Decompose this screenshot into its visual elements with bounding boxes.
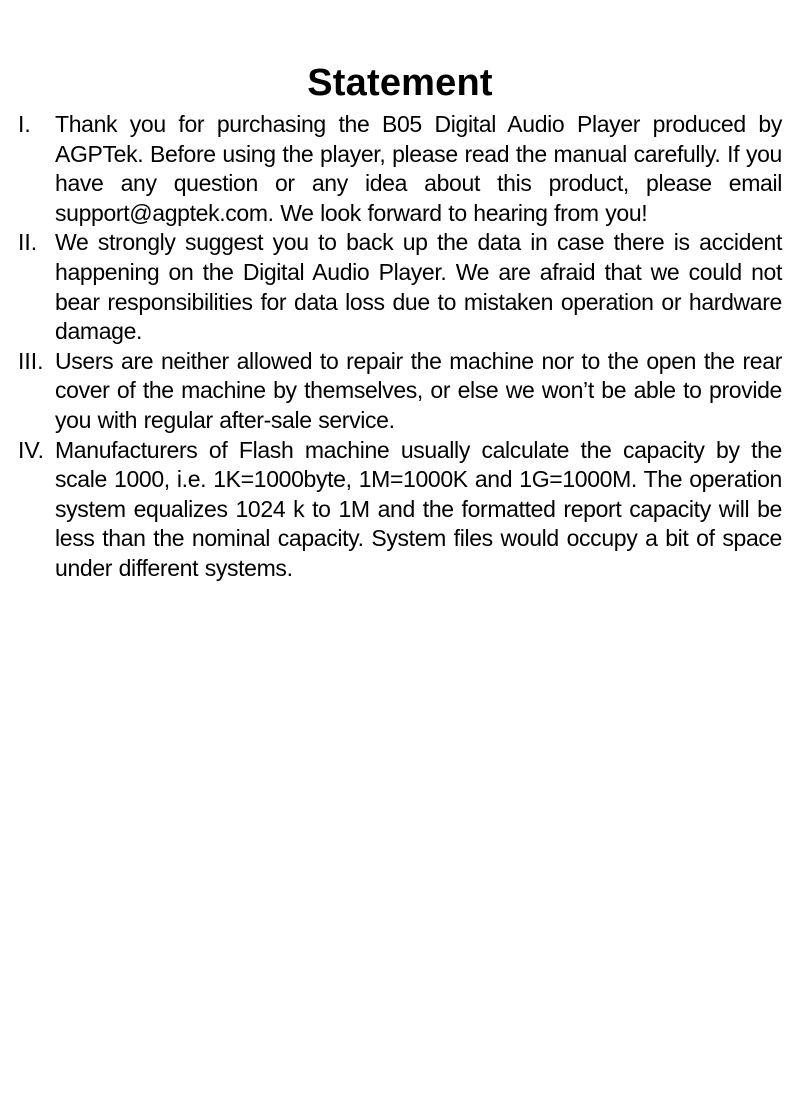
item-numeral: I. xyxy=(18,111,31,137)
item-numeral: III. xyxy=(18,347,44,374)
item-text: Users are neither allowed to repair the machine nor to the open the rear cover of the machine by themselves, or else we won’t be able to provide you with regular after-sale service. xyxy=(55,347,782,433)
item-text: Manufacturers of Flash machine usually calculate the capacity by the scale 1000, i.e. 1K=1000byte, 1M=1000K and 1G=1000M. The operation system equalizes 1024 k to 1M and the formatted report capacity will be less than the nominal capacity. System files would occupy a bit of space under different systems. xyxy=(55,436,782,581)
statement-item-4 xyxy=(18,436,782,584)
item-numeral: II. xyxy=(18,229,38,256)
statement-item-3 xyxy=(18,347,782,436)
statement-list xyxy=(18,110,782,584)
page-title: Statement xyxy=(307,62,493,104)
item-text: Thank you for purchasing the B05 Digital Audio Player produced by AGPTek. Before using the player, please read the manual carefully. If you have any question or any idea about this product, please email support@agptek.com. We look forward to hearing from you! xyxy=(55,111,782,226)
statement-item-2 xyxy=(18,228,782,346)
item-text: We strongly suggest you to back up the data in case there is accident happening on the Digital Audio Player. We are afraid that we could not bear responsibilities for data loss due to mistaken operation or hardware damage. xyxy=(55,229,782,345)
item-numeral: IV. xyxy=(18,436,45,463)
statement-item-1 xyxy=(18,110,782,228)
